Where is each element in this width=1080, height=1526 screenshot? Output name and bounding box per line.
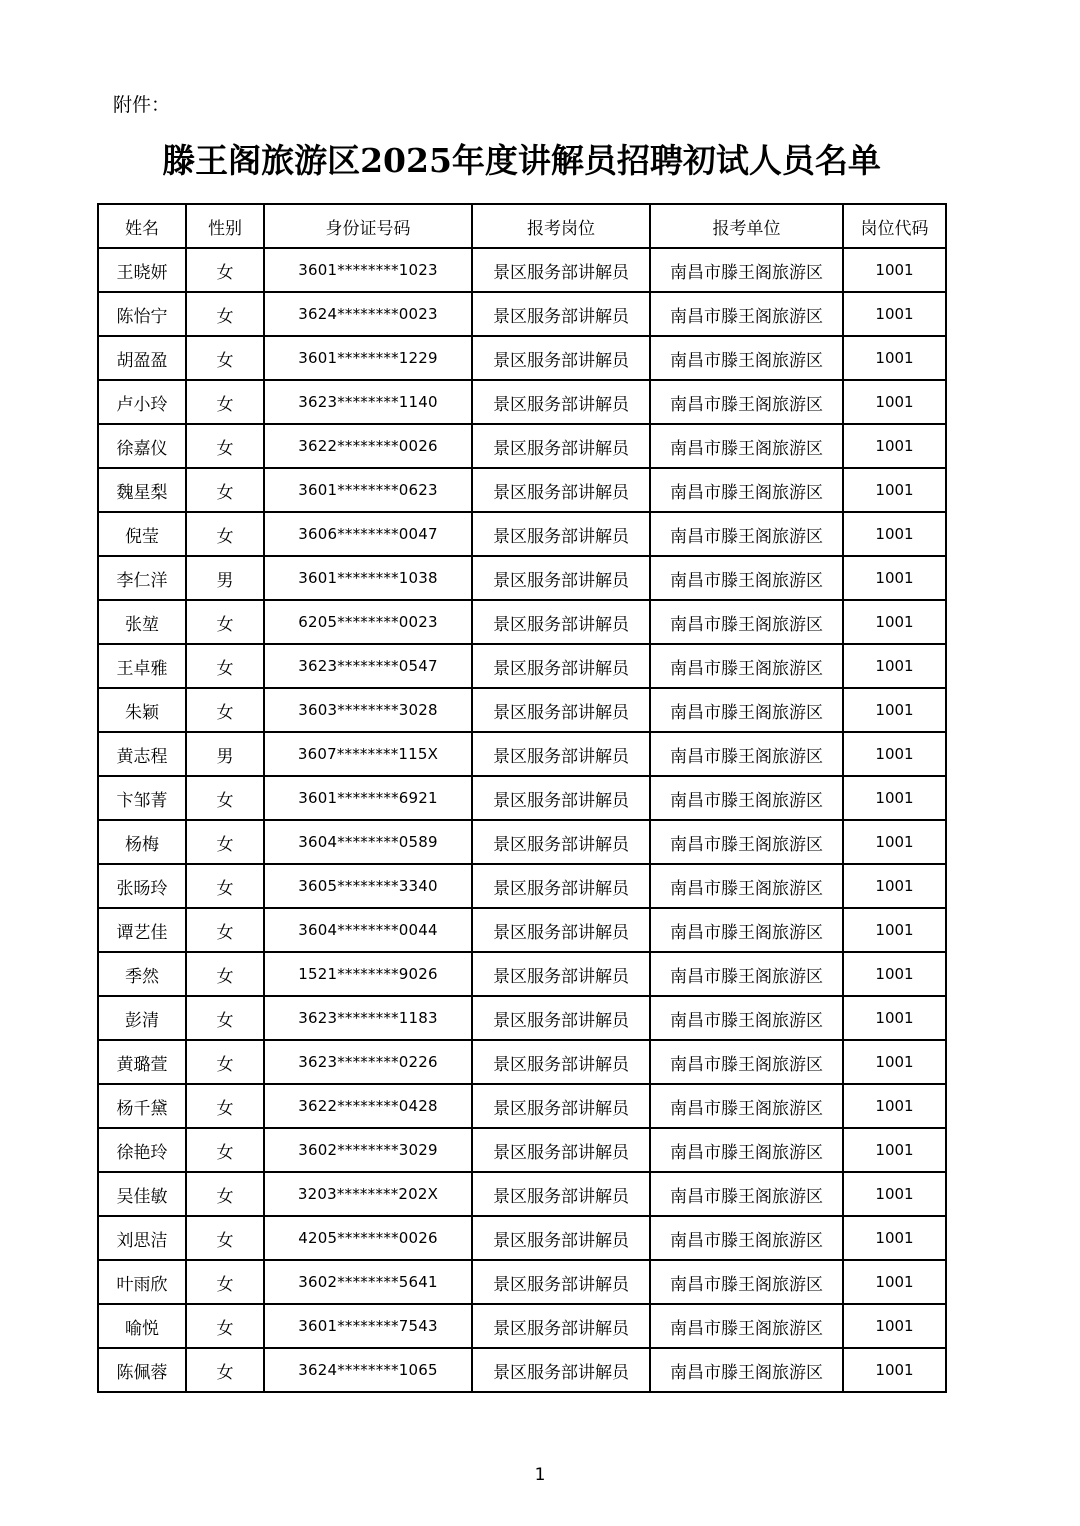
cell-gender: 男 [186,556,264,600]
cell-position: 景区服务部讲解员 [472,996,650,1040]
cell-name: 魏星梨 [98,468,186,512]
cell-position: 景区服务部讲解员 [472,820,650,864]
cell-name: 徐艳玲 [98,1128,186,1172]
cell-position: 景区服务部讲解员 [472,248,650,292]
header-name: 姓名 [98,204,186,248]
cell-unit: 南昌市滕王阁旅游区 [650,776,843,820]
table-row [98,776,946,820]
table-row [98,600,946,644]
cell-gender: 女 [186,468,264,512]
cell-id-number: 3603********3028 [264,688,472,732]
header-position: 报考岗位 [472,204,650,248]
cell-name: 喻悦 [98,1304,186,1348]
cell-gender: 女 [186,776,264,820]
table-row [98,688,946,732]
cell-position-code: 1001 [843,688,946,732]
cell-position-code: 1001 [843,908,946,952]
cell-gender: 女 [186,600,264,644]
cell-position: 景区服务部讲解员 [472,1260,650,1304]
table-body [98,248,946,1392]
table-row [98,908,946,952]
cell-position-code: 1001 [843,644,946,688]
cell-name: 吴佳敏 [98,1172,186,1216]
table-row [98,556,946,600]
cell-name: 陈怡宁 [98,292,186,336]
cell-name: 杨梅 [98,820,186,864]
cell-name: 李仁洋 [98,556,186,600]
cell-id-number: 3623********0547 [264,644,472,688]
cell-position: 景区服务部讲解员 [472,1216,650,1260]
cell-position-code: 1001 [843,1084,946,1128]
table-row [98,1348,946,1392]
cell-name: 张旸玲 [98,864,186,908]
cell-name: 朱颖 [98,688,186,732]
table-row [98,380,946,424]
cell-id-number: 3601********6921 [264,776,472,820]
cell-unit: 南昌市滕王阁旅游区 [650,248,843,292]
cell-unit: 南昌市滕王阁旅游区 [650,1172,843,1216]
cell-position-code: 1001 [843,776,946,820]
cell-gender: 女 [186,512,264,556]
header-position-code: 岗位代码 [843,204,946,248]
cell-unit: 南昌市滕王阁旅游区 [650,996,843,1040]
table-row [98,424,946,468]
cell-id-number: 1521********9026 [264,952,472,996]
cell-id-number: 3601********1038 [264,556,472,600]
cell-position-code: 1001 [843,380,946,424]
cell-gender: 女 [186,644,264,688]
cell-id-number: 3602********3029 [264,1128,472,1172]
table-row [98,248,946,292]
cell-gender: 女 [186,1216,264,1260]
table-row [98,468,946,512]
cell-id-number: 3605********3340 [264,864,472,908]
cell-unit: 南昌市滕王阁旅游区 [650,600,843,644]
cell-unit: 南昌市滕王阁旅游区 [650,1348,843,1392]
cell-position-code: 1001 [843,1260,946,1304]
table-row [98,1172,946,1216]
cell-name: 胡盈盈 [98,336,186,380]
cell-position: 景区服务部讲解员 [472,952,650,996]
cell-unit: 南昌市滕王阁旅游区 [650,556,843,600]
cell-unit: 南昌市滕王阁旅游区 [650,1216,843,1260]
cell-id-number: 3623********1140 [264,380,472,424]
cell-gender: 女 [186,336,264,380]
cell-position-code: 1001 [843,952,946,996]
table-row [98,732,946,776]
cell-position-code: 1001 [843,1304,946,1348]
cell-gender: 女 [186,380,264,424]
header-unit: 报考单位 [650,204,843,248]
cell-id-number: 3624********1065 [264,1348,472,1392]
cell-position-code: 1001 [843,424,946,468]
cell-position: 景区服务部讲解员 [472,1172,650,1216]
cell-position-code: 1001 [843,1172,946,1216]
cell-name: 黄志程 [98,732,186,776]
table-row [98,292,946,336]
cell-gender: 女 [186,1260,264,1304]
cell-gender: 女 [186,1040,264,1084]
cell-position-code: 1001 [843,1348,946,1392]
cell-name: 叶雨欣 [98,1260,186,1304]
cell-unit: 南昌市滕王阁旅游区 [650,908,843,952]
cell-gender: 女 [186,908,264,952]
cell-position-code: 1001 [843,1040,946,1084]
cell-unit: 南昌市滕王阁旅游区 [650,468,843,512]
cell-name: 彭清 [98,996,186,1040]
cell-name: 倪莹 [98,512,186,556]
cell-unit: 南昌市滕王阁旅游区 [650,1260,843,1304]
cell-name: 徐嘉仪 [98,424,186,468]
cell-name: 谭艺佳 [98,908,186,952]
cell-position: 景区服务部讲解员 [472,1304,650,1348]
cell-position: 景区服务部讲解员 [472,688,650,732]
cell-gender: 女 [186,864,264,908]
cell-position-code: 1001 [843,1128,946,1172]
cell-position-code: 1001 [843,600,946,644]
page-number: 1 [534,1465,546,1485]
cell-position: 景区服务部讲解员 [472,292,650,336]
cell-position: 景区服务部讲解员 [472,732,650,776]
cell-position-code: 1001 [843,820,946,864]
cell-unit: 南昌市滕王阁旅游区 [650,380,843,424]
cell-position: 景区服务部讲解员 [472,864,650,908]
cell-id-number: 3623********1183 [264,996,472,1040]
cell-unit: 南昌市滕王阁旅游区 [650,1304,843,1348]
cell-unit: 南昌市滕王阁旅游区 [650,820,843,864]
cell-position: 景区服务部讲解员 [472,908,650,952]
cell-id-number: 3601********1229 [264,336,472,380]
cell-id-number: 3601********7543 [264,1304,472,1348]
cell-position: 景区服务部讲解员 [472,336,650,380]
table-row [98,1304,946,1348]
table-row [98,644,946,688]
cell-gender: 女 [186,1128,264,1172]
attachment-label: 附件： [113,94,171,116]
cell-id-number: 3604********0044 [264,908,472,952]
cell-unit: 南昌市滕王阁旅游区 [650,1040,843,1084]
cell-name: 杨千黛 [98,1084,186,1128]
cell-name: 黄璐萱 [98,1040,186,1084]
cell-unit: 南昌市滕王阁旅游区 [650,336,843,380]
table-row [98,1260,946,1304]
cell-gender: 女 [186,996,264,1040]
cell-id-number: 3203********202X [264,1172,472,1216]
cell-position-code: 1001 [843,556,946,600]
cell-gender: 女 [186,820,264,864]
cell-name: 卞邹菁 [98,776,186,820]
cell-name: 陈佩蓉 [98,1348,186,1392]
cell-unit: 南昌市滕王阁旅游区 [650,1128,843,1172]
cell-id-number: 3623********0226 [264,1040,472,1084]
cell-position: 景区服务部讲解员 [472,380,650,424]
cell-position-code: 1001 [843,1216,946,1260]
table-row [98,336,946,380]
cell-position: 景区服务部讲解员 [472,556,650,600]
table-row [98,952,946,996]
cell-position-code: 1001 [843,336,946,380]
cell-id-number: 3607********115X [264,732,472,776]
cell-gender: 女 [186,1084,264,1128]
cell-id-number: 3622********0026 [264,424,472,468]
cell-unit: 南昌市滕王阁旅游区 [650,292,843,336]
cell-unit: 南昌市滕王阁旅游区 [650,1084,843,1128]
cell-gender: 女 [186,1172,264,1216]
cell-gender: 女 [186,424,264,468]
cell-position-code: 1001 [843,996,946,1040]
cell-id-number: 6205********0023 [264,600,472,644]
cell-name: 季然 [98,952,186,996]
cell-unit: 南昌市滕王阁旅游区 [650,864,843,908]
cell-position: 景区服务部讲解员 [472,1128,650,1172]
cell-position-code: 1001 [843,292,946,336]
cell-position: 景区服务部讲解员 [472,424,650,468]
cell-gender: 女 [186,292,264,336]
cell-gender: 女 [186,1348,264,1392]
cell-position-code: 1001 [843,512,946,556]
cell-position-code: 1001 [843,468,946,512]
cell-name: 张堃 [98,600,186,644]
table-header-row [98,204,946,248]
cell-unit: 南昌市滕王阁旅游区 [650,644,843,688]
cell-position-code: 1001 [843,248,946,292]
cell-position: 景区服务部讲解员 [472,1348,650,1392]
cell-position: 景区服务部讲解员 [472,512,650,556]
candidate-table [97,203,947,1393]
cell-name: 王晓妍 [98,248,186,292]
table-row [98,1216,946,1260]
header-id-number: 身份证号码 [264,204,472,248]
cell-id-number: 3601********0623 [264,468,472,512]
cell-id-number: 3602********5641 [264,1260,472,1304]
cell-unit: 南昌市滕王阁旅游区 [650,512,843,556]
cell-id-number: 3622********0428 [264,1084,472,1128]
cell-position: 景区服务部讲解员 [472,600,650,644]
cell-unit: 南昌市滕王阁旅游区 [650,952,843,996]
table-row [98,1084,946,1128]
table-row [98,1128,946,1172]
cell-id-number: 3601********1023 [264,248,472,292]
cell-name: 王卓雅 [98,644,186,688]
cell-position-code: 1001 [843,864,946,908]
cell-gender: 女 [186,952,264,996]
cell-gender: 男 [186,732,264,776]
cell-name: 刘思洁 [98,1216,186,1260]
cell-position: 景区服务部讲解员 [472,776,650,820]
table-row [98,1040,946,1084]
header-gender: 性别 [186,204,264,248]
cell-unit: 南昌市滕王阁旅游区 [650,732,843,776]
cell-gender: 女 [186,248,264,292]
table-row [98,996,946,1040]
table-row [98,512,946,556]
cell-unit: 南昌市滕王阁旅游区 [650,424,843,468]
table-row [98,820,946,864]
cell-id-number: 3606********0047 [264,512,472,556]
cell-id-number: 3624********0023 [264,292,472,336]
cell-gender: 女 [186,1304,264,1348]
cell-position: 景区服务部讲解员 [472,468,650,512]
table-row [98,864,946,908]
cell-position: 景区服务部讲解员 [472,1084,650,1128]
cell-position-code: 1001 [843,732,946,776]
cell-position: 景区服务部讲解员 [472,644,650,688]
cell-name: 卢小玲 [98,380,186,424]
cell-id-number: 4205********0026 [264,1216,472,1260]
cell-id-number: 3604********0589 [264,820,472,864]
document-title: 滕王阁旅游区2025年度讲解员招聘初试人员名单 [162,141,881,180]
cell-gender: 女 [186,688,264,732]
cell-unit: 南昌市滕王阁旅游区 [650,688,843,732]
cell-position: 景区服务部讲解员 [472,1040,650,1084]
